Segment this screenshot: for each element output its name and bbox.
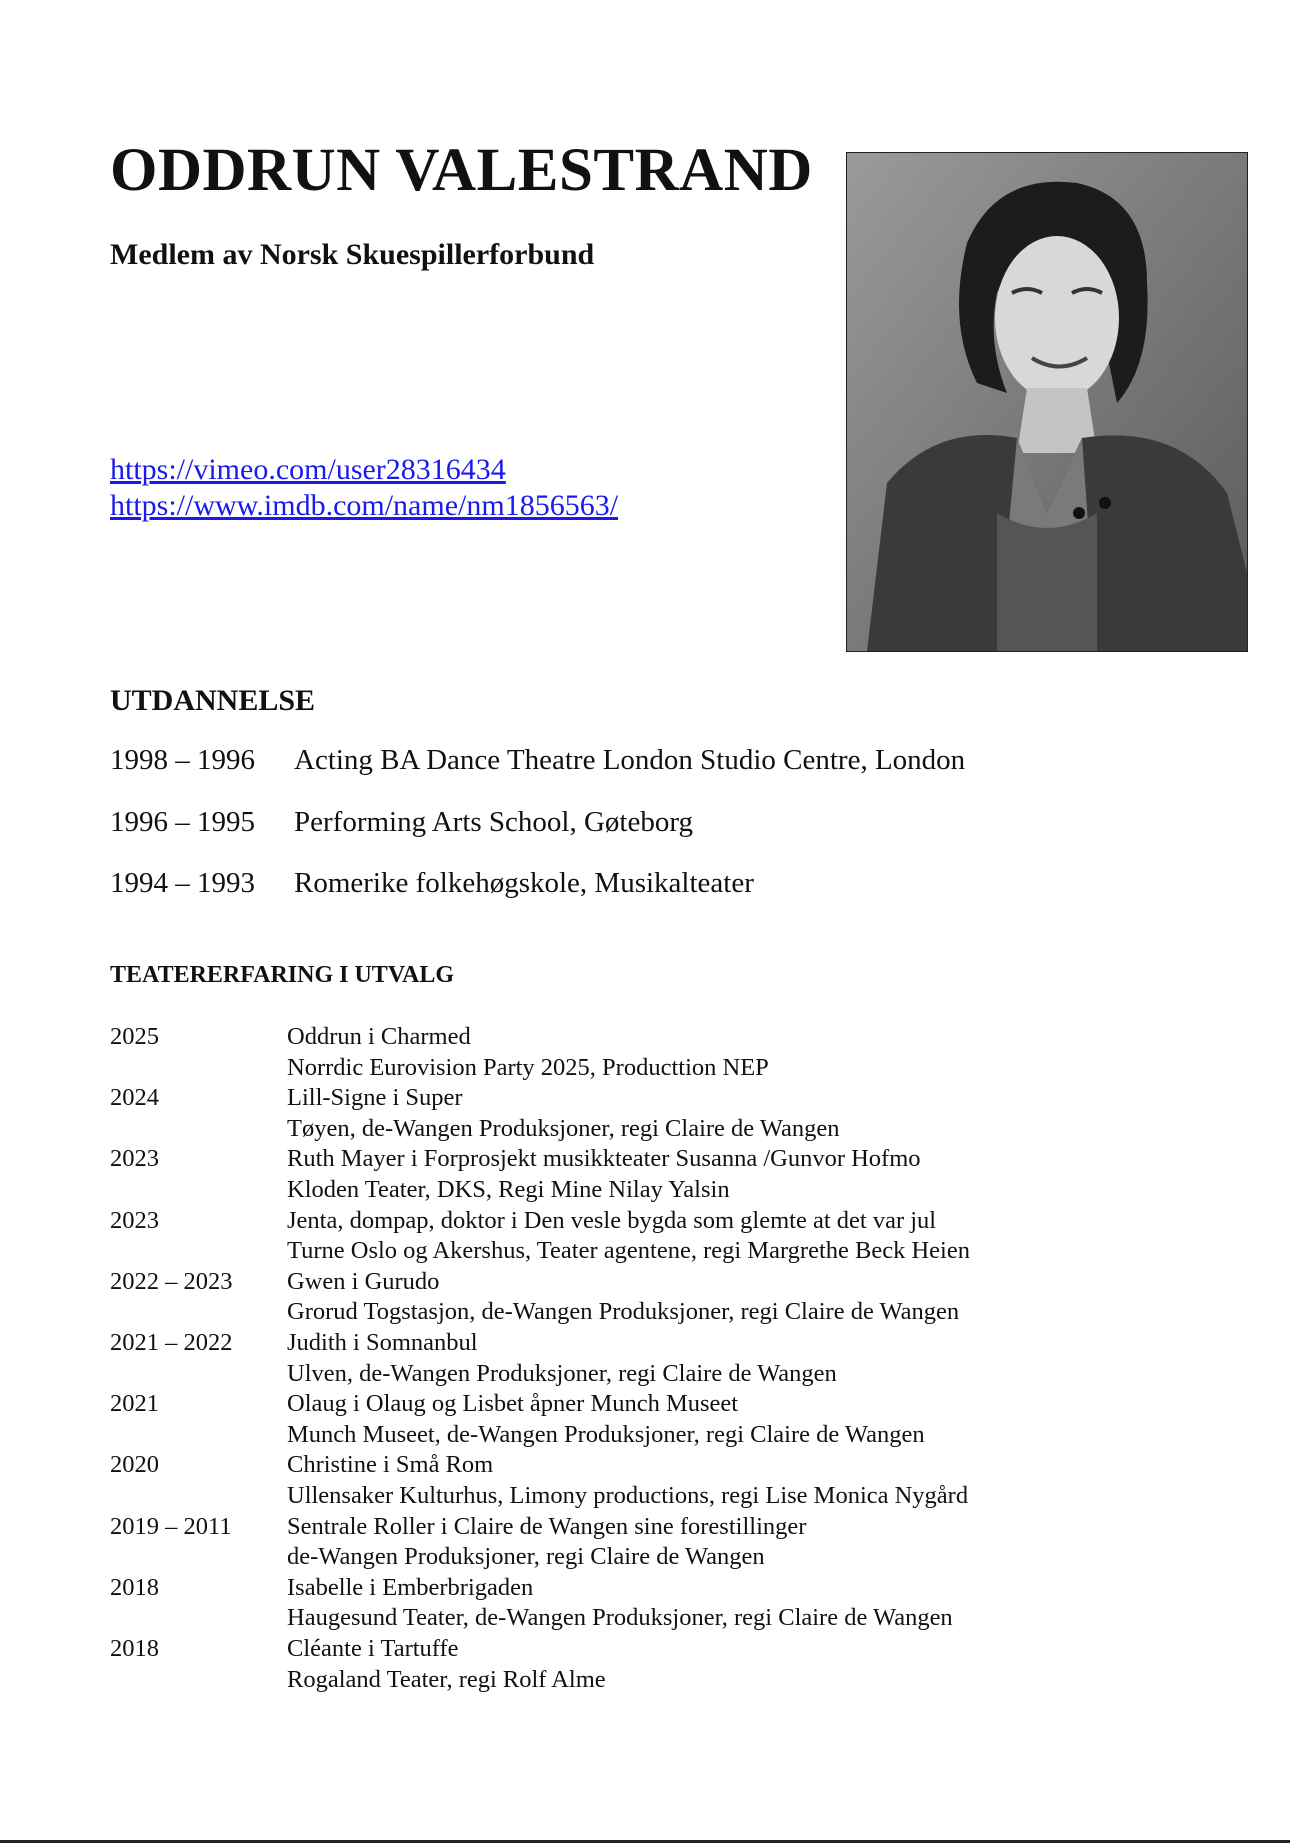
theatre-production: Turne Oslo og Akershus, Teater agentene, regi Margrethe Beck Heien [287,1237,970,1265]
theatre-production: Ulven, de-Wangen Produksjoner, regi Claire de Wangen [287,1359,837,1387]
theatre-details [287,1634,606,1695]
theatre-years: 2018 [110,1573,159,1601]
theatre-details [287,1573,953,1634]
education-years: 1994 – 1993 [110,867,255,899]
portrait-icon [847,153,1247,651]
theatre-role: Gwen i Gurudo [287,1267,440,1295]
education-text: Romerike folkehøgskole, Musikalteater [294,867,754,899]
theatre-years: 2024 [110,1084,159,1112]
theatre-production: de-Wangen Produksjoner, regi Claire de Wangen [287,1543,765,1571]
education-heading: UTDANNELSE [110,684,316,717]
theatre-years: 2023 [110,1206,159,1234]
theatre-production: Munch Museet, de-Wangen Produksjoner, regi Claire de Wangen [287,1420,925,1448]
theatre-role: Oddrun i Charmed [287,1023,471,1050]
theatre-production: Kloden Teater, DKS, Regi Mine Nilay Yalsin [287,1175,730,1203]
theatre-production: Grorud Togstasjon, de-Wangen Produksjoner, regi Claire de Wangen [287,1298,960,1326]
theatre-years: 2025 [110,1023,159,1050]
theatre-details [287,1450,968,1511]
theatre-role: Ruth Mayer i Forprosjekt musikkteater Susanna /Gunvor Hofmo [287,1145,921,1173]
theatre-details [287,1144,921,1205]
theatre-years: 2021 – 2022 [110,1329,233,1356]
theatre-details [287,1328,837,1389]
theatre-production: Rogaland Teater, regi Rolf Alme [287,1665,606,1693]
theatre-role: Lill-Signe i Super [287,1084,463,1112]
theatre-details [287,1267,959,1328]
theatre-production: Ullensaker Kulturhus, Limony productions, regi Lise Monica Nygård [287,1481,969,1509]
page-title: ODDRUN VALESTRAND [110,137,813,204]
theatre-role: Jenta, dompap, doktor i Den vesle bygda som glemte at det var jul [287,1206,937,1234]
theatre-production: Tøyen, de-Wangen Produksjoner, regi Claire de Wangen [287,1114,840,1142]
theatre-years: 2020 [110,1451,159,1479]
education-text: Performing Arts School, Gøteborg [294,806,693,838]
theatre-details [287,1022,769,1083]
vimeo-link[interactable]: https://vimeo.com/user28316434 [110,453,506,486]
portrait-photo [846,152,1248,652]
theatre-years: 2019 – 2011 [110,1512,232,1540]
theatre-role: Christine i Små Rom [287,1451,494,1479]
links-block [110,452,618,524]
theatre-years: 2022 – 2023 [110,1267,233,1295]
theatre-production: Norrdic Eurovision Party 2025, Producttion NEP [287,1053,769,1081]
theatre-heading: TEATERERFARING I UTVALG [110,962,455,988]
education-years: 1998 – 1996 [110,744,255,776]
theatre-role: Isabelle i Emberbrigaden [287,1573,534,1601]
education-text: Acting BA Dance Theatre London Studio Centre, London [294,744,966,776]
theatre-role: Olaug i Olaug og Lisbet åpner Munch Museet [287,1390,739,1418]
theatre-details [287,1389,925,1450]
theatre-details [287,1206,970,1267]
theatre-production: Haugesund Teater, de-Wangen Produksjoner, regi Claire de Wangen [287,1604,953,1632]
theatre-role: Cléante i Tartuffe [287,1635,459,1662]
theatre-years: 2018 [110,1635,159,1662]
theatre-details [287,1512,806,1573]
theatre-years: 2023 [110,1145,159,1173]
theatre-role: Judith i Somnanbul [287,1329,478,1356]
theatre-role: Sentrale Roller i Claire de Wangen sine forestillinger [287,1512,807,1540]
education-years: 1996 – 1995 [110,806,255,838]
theatre-years: 2021 [110,1390,159,1418]
imdb-link[interactable]: https://www.imdb.com/name/nm1856563/ [110,489,619,522]
theatre-details [287,1083,840,1144]
bottom-divider [0,1840,1290,1843]
membership-subtitle: Medlem av Norsk Skuespillerforbund [110,238,595,271]
